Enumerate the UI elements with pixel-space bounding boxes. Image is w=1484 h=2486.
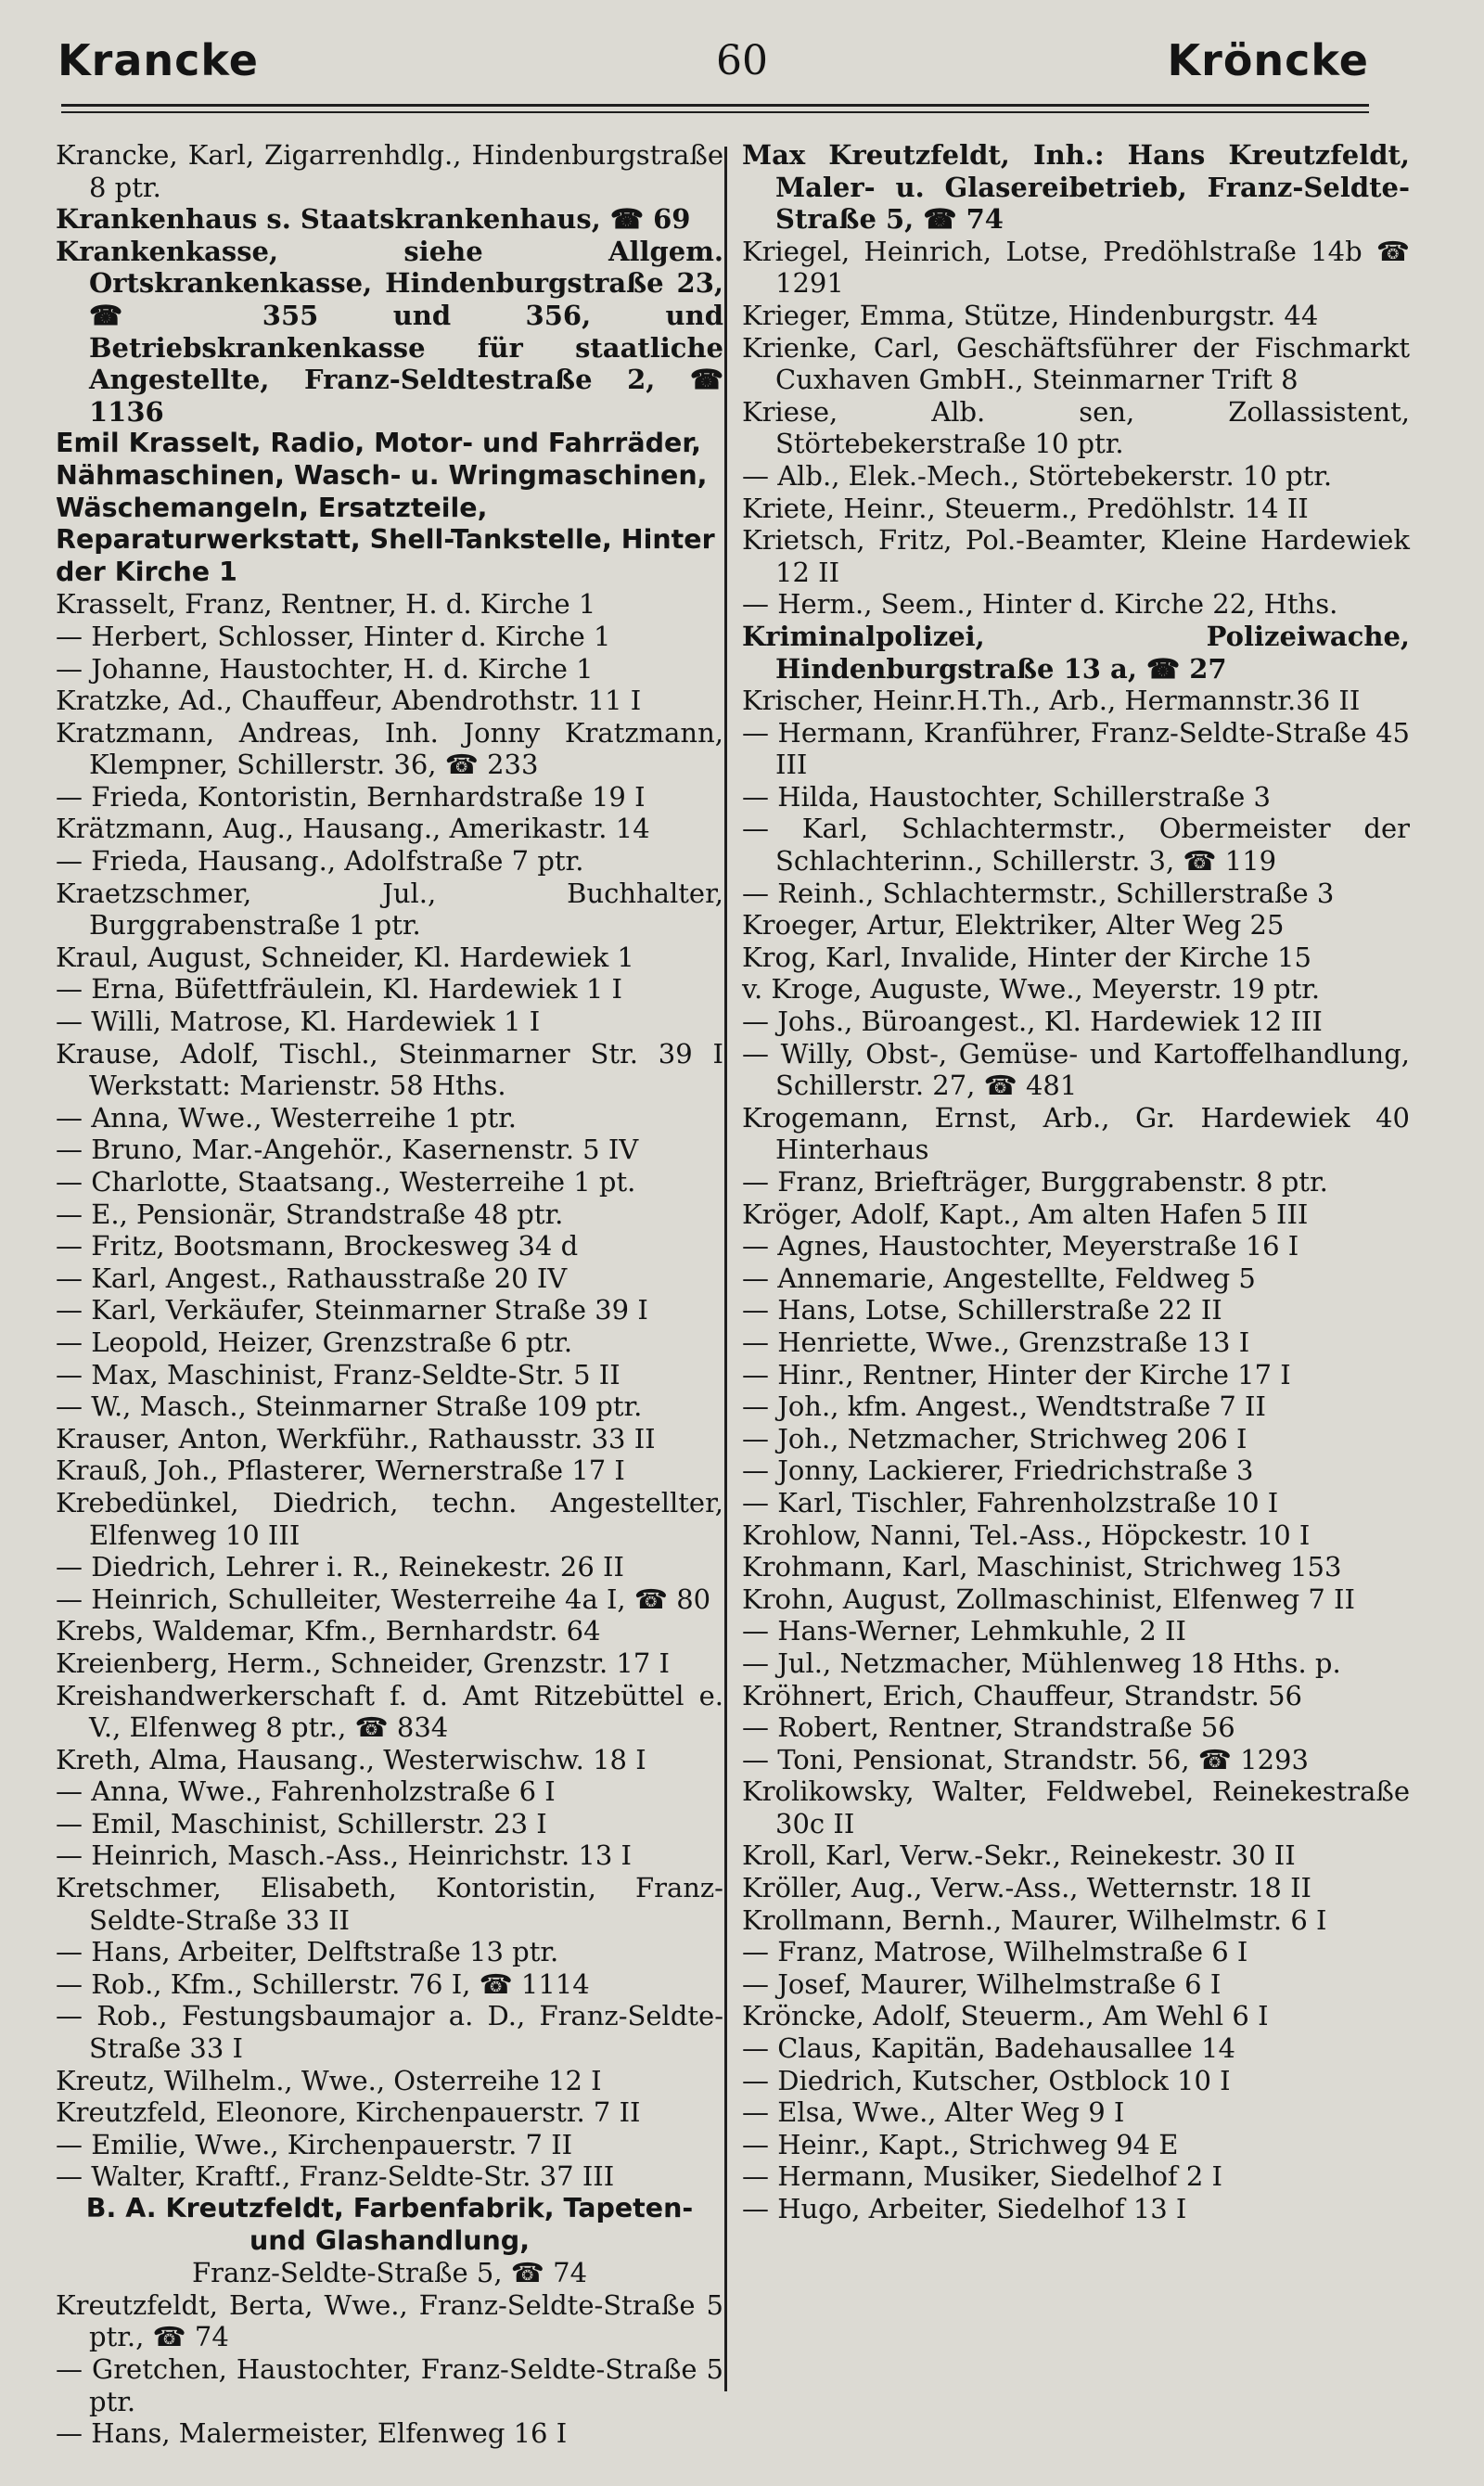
directory-entry: Krause, Adolf, Tischl., Steinmarner Str. 39 I Werkstatt: Marienstr. 58 Hths. [56, 1037, 723, 1102]
directory-entry: — Erna, Büfettfräulein, Kl. Hardewiek 1 I [56, 973, 622, 1006]
directory-entry: — Hilda, Haustochter, Schillerstraße 3 [742, 780, 1271, 813]
directory-entry: Kraetzschmer, Jul., Buchhalter, Burggrabenstraße 1 ptr. [56, 877, 723, 942]
directory-entry: — Hans-Werner, Lehmkuhle, 2 II [742, 1615, 1186, 1647]
directory-entry: — Henriette, Wwe., Grenzstraße 13 I [742, 1326, 1250, 1358]
directory-entry: Kratzke, Ad., Chauffeur, Abendrothstr. 11 I [56, 685, 642, 717]
directory-entry: — Josef, Maurer, Wilhelmstraße 6 I [742, 1967, 1222, 2000]
directory-entry: — Rob., Festungsbaumajor a. D., Franz-Seldte-Straße 33 I [56, 2000, 723, 2065]
directory-entry: Kroeger, Artur, Elektriker, Alter Weg 25 [742, 909, 1285, 942]
directory-entry: — Leopold, Heizer, Grenzstraße 6 ptr. [56, 1326, 573, 1358]
directory-entry: — Rob., Kfm., Schillerstr. 76 I, ☎ 1114 [56, 1967, 590, 2000]
directory-entry: — Frieda, Kontoristin, Bernhardstraße 19 I [56, 780, 646, 813]
directory-entry: — Herbert, Schlosser, Hinter d. Kirche 1 [56, 620, 611, 652]
right-column [742, 139, 1410, 2225]
directory-entry: Kröhnert, Erich, Chauffeur, Strandstr. 56 [742, 1679, 1302, 1711]
directory-entry: — Franz, Briefträger, Burggrabenstr. 8 ptr. [742, 1166, 1328, 1198]
directory-entry: Krollmann, Bernh., Maurer, Wilhelmstr. 6 I [742, 1903, 1327, 1936]
header-right-keyword: Kröncke [1167, 35, 1369, 85]
directory-entry: — Karl, Schlachtermstr., Obermeister der Schlachterinn., Schillerstr. 3, ☎ 119 [742, 813, 1410, 878]
directory-entry: Kraul, August, Schneider, Kl. Hardewiek 1 [56, 941, 634, 973]
directory-entry: — Karl, Tischler, Fahrenholzstraße 10 I [742, 1486, 1279, 1519]
directory-entry: — Willi, Matrose, Kl. Hardewiek 1 I [56, 1006, 541, 1038]
directory-entry: Krasselt, Franz, Rentner, H. d. Kirche 1 [56, 588, 596, 621]
directory-entry: Kroll, Karl, Verw.-Sekr., Reinekestr. 30 II [742, 1839, 1296, 1872]
directory-entry: Krebs, Waldemar, Kfm., Bernhardstr. 64 [56, 1615, 601, 1647]
header-rule [61, 104, 1369, 107]
directory-entry: Kriegel, Heinrich, Lotse, Predöhlstraße 14b ☎ 1291 [742, 235, 1410, 300]
directory-entry: Krohmann, Karl, Maschinist, Strichweg 153 [742, 1551, 1342, 1583]
directory-entry: — W., Masch., Steinmarner Straße 109 ptr. [56, 1390, 643, 1423]
directory-entry: — Hans, Malermeister, Elfenweg 16 I [56, 2417, 568, 2450]
directory-entry: — Bruno, Mar.-Angehör., Kasernenstr. 5 IV [56, 1134, 639, 1166]
directory-entry: Krankenkasse, siehe Allgem. Ortskrankenkasse, Hindenburgstraße 23, ☎ 355 und 356, und Betriebskrankenkasse für staatliche Angestellte, Franz-Seldtestraße 2, ☎ 1136 [56, 235, 723, 428]
directory-entry: — Franz, Matrose, Wilhelmstraße 6 I [742, 1936, 1248, 1968]
column-divider [724, 147, 727, 2391]
directory-entry: Krauser, Anton, Werkführ., Rathausstr. 33 II [56, 1422, 656, 1454]
directory-entry: Krätzmann, Aug., Hausang., Amerikastr. 14 [56, 813, 650, 845]
directory-entry: Franz-Seldte-Straße 5, ☎ 74 [191, 2257, 588, 2289]
directory-entry: — Annemarie, Angestellte, Feldweg 5 [742, 1262, 1256, 1294]
directory-entry: Krischer, Heinr.H.Th., Arb., Hermannstr.36 II [742, 685, 1361, 717]
directory-entry: Kriese, Alb. sen, Zollassistent, Störtebekerstraße 10 ptr. [742, 395, 1410, 460]
directory-entry: — Joh., Netzmacher, Strichweg 206 I [742, 1422, 1247, 1454]
directory-entry: Kriminalpolizei, Polizeiwache, Hindenburgstraße 13 a, ☎ 27 [742, 620, 1410, 685]
directory-entry: — Johs., Büroangest., Kl. Hardewiek 12 III [742, 1006, 1323, 1038]
directory-entry: — Heinrich, Schulleiter, Westerreihe 4a I, ☎ 80 [56, 1583, 711, 1615]
directory-entry: Kröger, Adolf, Kapt., Am alten Hafen 5 III [742, 1198, 1309, 1230]
directory-entry: — Emilie, Wwe., Kirchenpauerstr. 7 II [56, 2128, 573, 2160]
directory-entry: Kratzmann, Andreas, Inh. Jonny Kratzmann, Klempner, Schillerstr. 36, ☎ 233 [56, 716, 723, 781]
directory-entry: Kreishandwerkerschaft f. d. Amt Ritzebüttel e. V., Elfenweg 8 ptr., ☎ 834 [56, 1679, 723, 1744]
directory-entry: — Agnes, Haustochter, Meyerstraße 16 I [742, 1230, 1299, 1262]
directory-entry: Max Kreutzfeldt, Inh.: Hans Kreutzfeldt, Maler- u. Glasereibetrieb, Franz-Seldte-Straße 5, ☎ 74 [742, 139, 1410, 236]
directory-entry: — Walter, Kraftf., Franz-Seldte-Str. 37 III [56, 2160, 615, 2193]
directory-entry: — Herm., Seem., Hinter d. Kirche 22, Hths. [742, 588, 1338, 621]
directory-entry: — Diedrich, Lehrer i. R., Reinekestr. 26 II [56, 1551, 624, 1583]
directory-entry: — Willy, Obst-, Gemüse- und Kartoffelhandlung, Schillerstr. 27, ☎ 481 [742, 1037, 1410, 1102]
directory-entry: — Frieda, Hausang., Adolfstraße 7 ptr. [56, 845, 584, 878]
directory-entry: — Emil, Maschinist, Schillerstr. 23 I [56, 1807, 547, 1839]
directory-entry: — Jonny, Lackierer, Friedrichstraße 3 [742, 1454, 1254, 1487]
directory-entry: — Anna, Wwe., Fahrenholzstraße 6 I [56, 1775, 556, 1808]
directory-entry: — Elsa, Wwe., Alter Weg 9 I [742, 2096, 1125, 2129]
directory-entry: Kröncke, Adolf, Steuerm., Am Wehl 6 I [742, 2000, 1269, 2032]
directory-entry: — Alb., Elek.-Mech., Störtebekerstr. 10 ptr. [742, 459, 1333, 492]
directory-entry: Krancke, Karl, Zigarrenhdlg., Hindenburgstraße 8 ptr. [56, 139, 723, 203]
directory-entry: Krietsch, Fritz, Pol.-Beamter, Kleine Hardewiek 12 II [742, 524, 1410, 588]
directory-entry: — Claus, Kapitän, Badehausallee 14 [742, 2032, 1235, 2065]
directory-entry: — Gretchen, Haustochter, Franz-Seldte-Straße 5 ptr. [56, 2352, 723, 2417]
directory-entry: — Diedrich, Kutscher, Ostblock 10 I [742, 2064, 1231, 2096]
directory-entry: — Fritz, Bootsmann, Brockesweg 34 d [56, 1230, 579, 1262]
directory-entry: Kreutzfeld, Eleonore, Kirchenpauerstr. 7 II [56, 2096, 641, 2129]
directory-entry: — Heinrich, Masch.-Ass., Heinrichstr. 13 I [56, 1839, 632, 1872]
directory-entry: — Hermann, Kranführer, Franz-Seldte-Straße 45 III [742, 716, 1410, 781]
directory-entry: — Hinr., Rentner, Hinter der Kirche 17 I [742, 1358, 1291, 1390]
directory-entry: — Hans, Arbeiter, Delftstraße 13 ptr. [56, 1936, 559, 1968]
directory-entry: Krauß, Joh., Pflasterer, Wernerstraße 17 I [56, 1454, 625, 1487]
directory-entry: — Karl, Verkäufer, Steinmarner Straße 39 I [56, 1294, 648, 1326]
directory-entry: v. Kroge, Auguste, Wwe., Meyerstr. 19 ptr. [742, 973, 1321, 1006]
page-number: 60 [716, 37, 768, 84]
directory-entry: Kreienberg, Herm., Schneider, Grenzstr. 17 I [56, 1647, 670, 1679]
directory-entry: Krolikowsky, Walter, Feldwebel, Reinekestraße 30c II [742, 1775, 1410, 1839]
directory-entry: — Joh., kfm. Angest., Wendtstraße 7 II [742, 1390, 1266, 1423]
directory-entry: Kröller, Aug., Verw.-Ass., Wetternstr. 18 II [742, 1872, 1312, 1904]
directory-entry: Kriete, Heinr., Steuerm., Predöhlstr. 14 II [742, 492, 1309, 524]
directory-entry: — Hans, Lotse, Schillerstraße 22 II [742, 1294, 1222, 1326]
directory-entry: — Reinh., Schlachtermstr., Schillerstraße 3 [742, 877, 1335, 909]
left-column [56, 139, 723, 2450]
directory-entry: — Toni, Pensionat, Strandstr. 56, ☎ 1293 [742, 1743, 1309, 1775]
directory-entry: — Johanne, Haustochter, H. d. Kirche 1 [56, 652, 594, 685]
directory-entry: — Anna, Wwe., Westerreihe 1 ptr. [56, 1101, 517, 1134]
directory-entry: Krohlow, Nanni, Tel.-Ass., Höpckestr. 10 I [742, 1519, 1311, 1551]
directory-entry: — Max, Maschinist, Franz-Seldte-Str. 5 II [56, 1358, 620, 1390]
directory-entry: Krankenhaus s. Staatskrankenhaus, ☎ 69 [56, 203, 691, 236]
directory-entry: Krogemann, Ernst, Arb., Gr. Hardewiek 40 Hinterhaus [742, 1101, 1410, 1166]
directory-entry: — Charlotte, Staatsang., Westerreihe 1 pt. [56, 1166, 636, 1198]
directory-entry: — Jul., Netzmacher, Mühlenweg 18 Hths. p. [742, 1647, 1341, 1679]
directory-entry: — Hermann, Musiker, Siedelhof 2 I [742, 2160, 1223, 2193]
directory-entry: Krog, Karl, Invalide, Hinter der Kirche 15 [742, 941, 1311, 973]
directory-entry: — E., Pensionär, Strandstraße 48 ptr. [56, 1198, 564, 1230]
directory-entry: Emil Krasselt, Radio, Motor- und Fahrräder, Nähmaschinen, Wasch- u. Wringmaschinen, Wäschemangeln, Ersatzteile, Reparaturwerkstatt, Shell-Tankstelle, Hinter der Kirche 1 [56, 428, 715, 587]
directory-entry: — Hugo, Arbeiter, Siedelhof 13 I [742, 2193, 1187, 2224]
directory-entry: Kretschmer, Elisabeth, Kontoristin, Franz-Seldte-Straße 33 II [56, 1872, 723, 1936]
header-rule-thin [61, 111, 1369, 113]
directory-entry: Krienke, Carl, Geschäftsführer der Fischmarkt Cuxhaven GmbH., Steinmarner Trift 8 [742, 331, 1410, 396]
directory-entry: Kreutz, Wilhelm., Wwe., Osterreihe 12 I [56, 2064, 602, 2096]
directory-entry: — Karl, Angest., Rathausstraße 20 IV [56, 1262, 568, 1294]
directory-entry: — Heinr., Kapt., Strichweg 94 E [742, 2128, 1179, 2160]
directory-entry: — Robert, Rentner, Strandstraße 56 [742, 1711, 1235, 1744]
directory-entry: Kreutzfeldt, Berta, Wwe., Franz-Seldte-Straße 5 ptr., ☎ 74 [56, 2288, 723, 2353]
directory-entry: Krebedünkel, Diedrich, techn. Angestellter, Elfenweg 10 III [56, 1486, 723, 1551]
directory-entry: Kreth, Alma, Hausang., Westerwischw. 18 I [56, 1743, 646, 1775]
header-left-keyword: Krancke [58, 35, 259, 85]
directory-entry: B. A. Kreutzfeldt, Farbenfabrik, Tapeten- und Glashandlung, [85, 2193, 694, 2256]
directory-entry: Krohn, August, Zollmaschinist, Elfenweg 7 II [742, 1583, 1355, 1615]
directory-entry: Krieger, Emma, Stütze, Hindenburgstr. 44 [742, 299, 1319, 331]
